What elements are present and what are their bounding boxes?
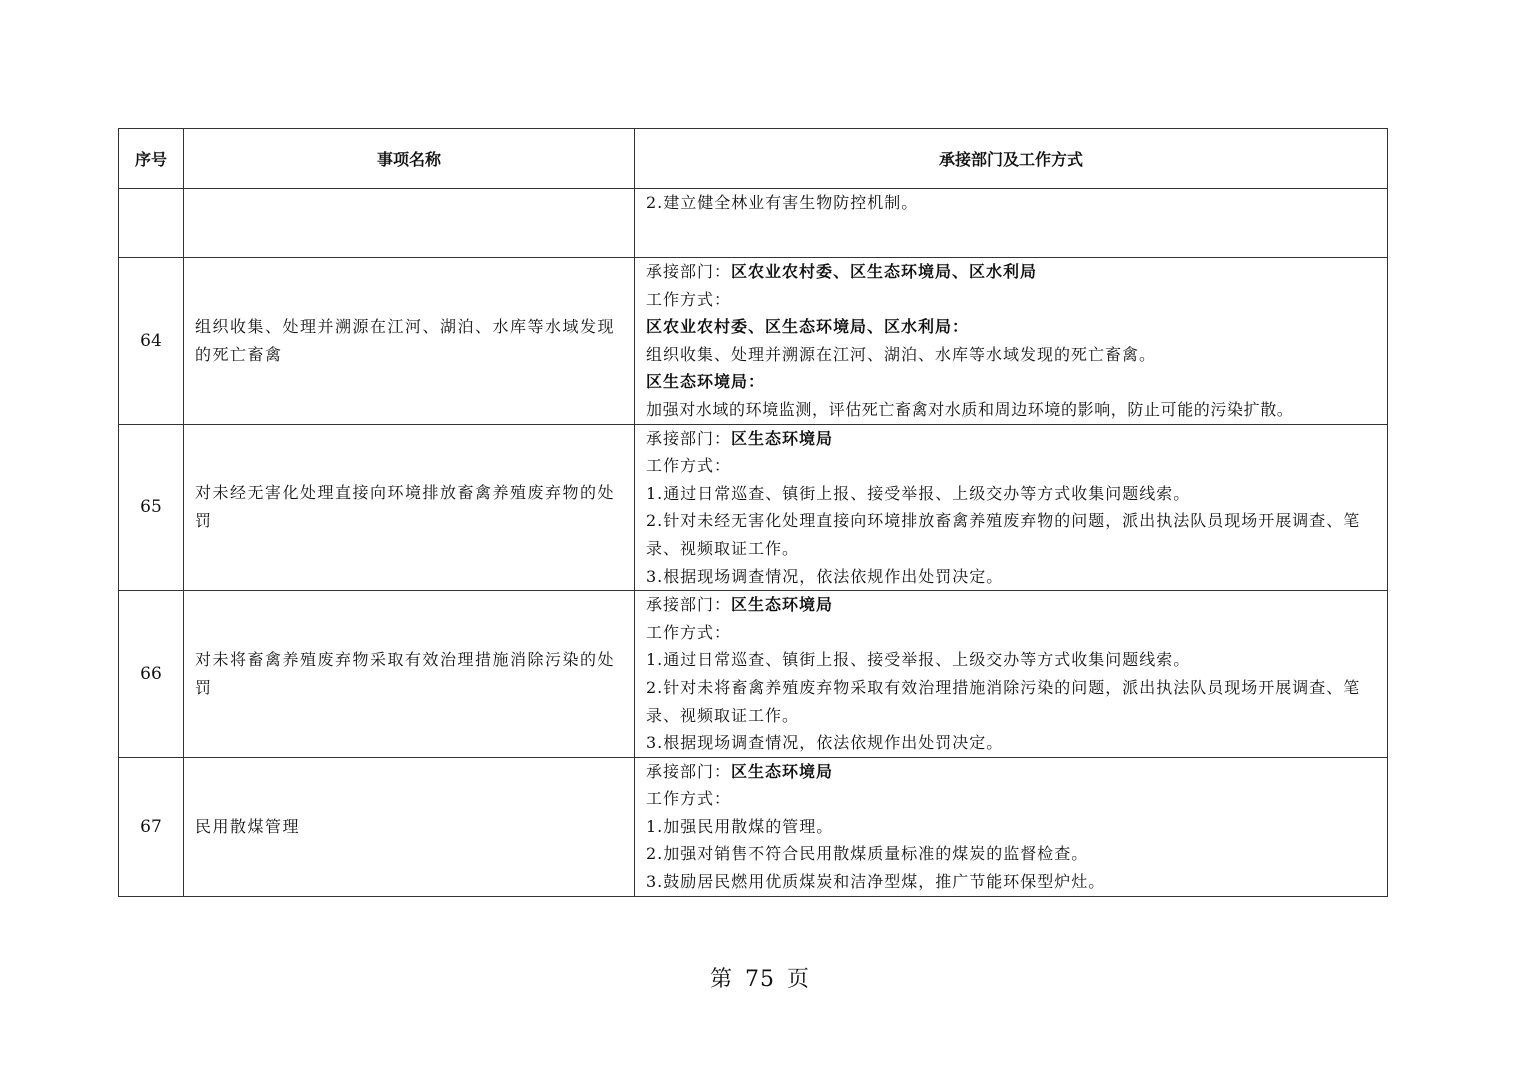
department-value: 区农业农村委、区生态环境局、区水利局 bbox=[731, 262, 1038, 281]
dept-method-cell bbox=[635, 189, 1388, 258]
method-step: 3.鼓励居民燃用优质煤炭和洁净型煤，推广节能环保型炉灶。 bbox=[646, 872, 1106, 892]
method-step: 1.加强民用散煤的管理。 bbox=[646, 816, 834, 836]
department-label: 承接部门： bbox=[646, 262, 732, 281]
method-label: 工作方式： bbox=[646, 289, 732, 309]
method-step: 3.根据现场调查情况，依法依规作出处罚决定。 bbox=[646, 566, 1004, 586]
dept-method-cell bbox=[635, 757, 1388, 896]
dept-method-cell bbox=[635, 591, 1388, 758]
method-step: 1.通过日常巡查、镇街上报、接受举报、上级交办等方式收集问题线索。 bbox=[646, 483, 1191, 503]
sub-department-title: 区农业农村委、区生态环境局、区水利局： bbox=[646, 317, 970, 337]
serial-cell: 65 bbox=[119, 424, 184, 591]
department-line bbox=[646, 258, 1379, 286]
page-suffix: 页 bbox=[787, 967, 811, 992]
table-row bbox=[119, 757, 1388, 896]
item-name-cell: 对未将畜禽养殖废弃物采取有效治理措施消除污染的处罚 bbox=[184, 591, 635, 758]
dept-method-cell bbox=[635, 258, 1388, 425]
department-value: 区生态环境局 bbox=[731, 595, 834, 615]
header-serial-number: 序号 bbox=[119, 129, 184, 189]
department-label: 承接部门： bbox=[646, 595, 732, 615]
page-number: 75 bbox=[745, 967, 775, 992]
department-label: 承接部门： bbox=[646, 428, 732, 448]
table-row bbox=[119, 591, 1388, 758]
table-row-continuation bbox=[119, 189, 1388, 258]
serial-cell bbox=[119, 189, 184, 258]
sub-department-title: 区生态环境局： bbox=[646, 372, 766, 392]
table-row bbox=[119, 258, 1388, 425]
item-name-cell bbox=[184, 189, 635, 258]
table-row bbox=[119, 424, 1388, 591]
header-item-name: 事项名称 bbox=[184, 129, 635, 189]
serial-cell: 64 bbox=[119, 258, 184, 425]
item-name-cell: 民用散煤管理 bbox=[184, 757, 635, 896]
method-label: 工作方式： bbox=[646, 789, 732, 809]
department-line bbox=[646, 758, 1379, 786]
department-line bbox=[646, 591, 1379, 619]
department-label: 承接部门： bbox=[646, 761, 732, 781]
method-label: 工作方式： bbox=[646, 622, 732, 642]
method-text: 组织收集、处理并溯源在江河、湖泊、水库等水域发现的死亡畜禽。 bbox=[646, 344, 1157, 364]
dept-method-cell bbox=[635, 424, 1388, 591]
serial-cell: 66 bbox=[119, 591, 184, 758]
method-step: 2.针对未将畜禽养殖废弃物采取有效治理措施消除污染的问题，派出执法队员现场开展调查、笔录、视频取证工作。 bbox=[646, 677, 1361, 725]
serial-cell: 67 bbox=[119, 757, 184, 896]
method-label: 工作方式： bbox=[646, 456, 732, 476]
department-value: 区生态环境局 bbox=[731, 428, 834, 448]
page-prefix: 第 bbox=[709, 967, 733, 992]
method-text: 加强对水域的环境监测，评估死亡畜禽对水质和周边环境的影响，防止可能的污染扩散。 bbox=[646, 399, 1294, 419]
method-step: 1.通过日常巡查、镇街上报、接受举报、上级交办等方式收集问题线索。 bbox=[646, 650, 1191, 670]
department-value: 区生态环境局 bbox=[731, 761, 834, 781]
department-line bbox=[646, 425, 1379, 453]
header-department-method: 承接部门及工作方式 bbox=[635, 129, 1388, 189]
item-name-cell: 组织收集、处理并溯源在江河、湖泊、水库等水域发现的死亡畜禽 bbox=[184, 258, 635, 425]
method-step: 2.加强对销售不符合民用散煤质量标准的煤炭的监督检查。 bbox=[646, 844, 1089, 864]
item-name-cell: 对未经无害化处理直接向环境排放畜禽养殖废弃物的处罚 bbox=[184, 424, 635, 591]
page-number-footer bbox=[0, 962, 1520, 993]
matters-table bbox=[118, 128, 1388, 897]
method-step: 3.根据现场调查情况，依法依规作出处罚决定。 bbox=[646, 733, 1004, 753]
method-step: 2.针对未经无害化处理直接向环境排放畜禽养殖废弃物的问题，派出执法队员现场开展调查、笔录、视频取证工作。 bbox=[646, 511, 1361, 558]
method-step: 2.建立健全林业有害生物防控机制。 bbox=[646, 193, 919, 212]
table-header-row bbox=[119, 129, 1388, 189]
